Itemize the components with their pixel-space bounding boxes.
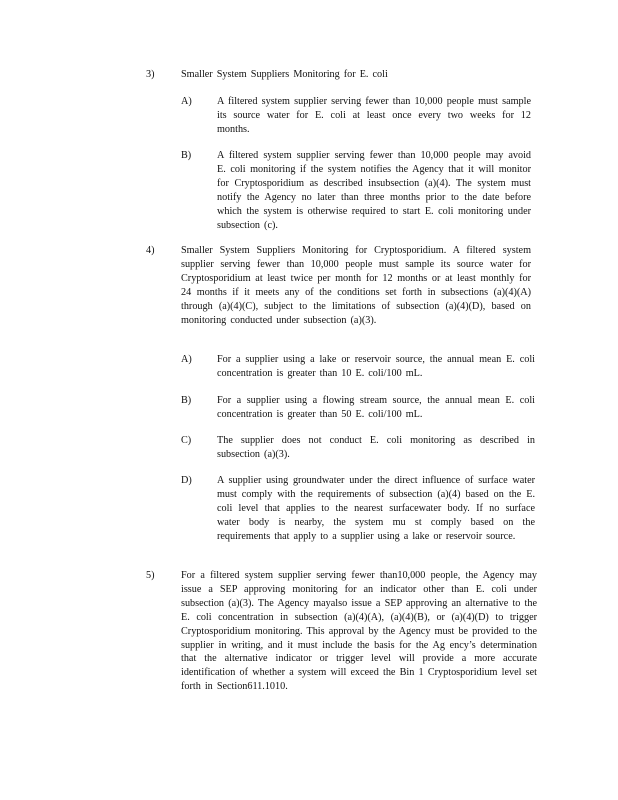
item-4d-text: A supplier using groundwater under the direct influence of surface water must comply with the requirements of subsection (a)(4) based on the E. coli level that applies to the nearest surfacewater body. If no surface water body is nearby, the system mu st comply based on the requirements that apply to a supplier using a lake or reservoir source. xyxy=(217,475,535,542)
item-3-number: 3) xyxy=(146,69,155,80)
item-4c-number: C) xyxy=(181,435,192,446)
item-3b-number: B) xyxy=(181,150,192,161)
item-4c-text: The supplier does not conduct E. coli monitoring as described in subsection (a)(3). xyxy=(217,435,535,460)
item-3-heading: Smaller System Suppliers Monitoring for E. coli xyxy=(181,69,388,80)
item-3a-text: A filtered system supplier serving fewer than 10,000 people must sample its source water for E. coli at least once every two weeks for 12 months. xyxy=(217,96,531,135)
item-3b-text: A filtered system supplier serving fewer than 10,000 people may avoid E. coli monitoring if the system notifies the Agency that it will monitor for Cryptosporidium as described insubsection (a)(4). The system must notify the Agency no later than three months prior to the date before which the system is otherwise required to start E. coli monitoring under subsection (c). xyxy=(217,150,531,231)
item-4b-text: For a supplier using a flowing stream source, the annual mean E. coli concentration is greater than 50 E. coli/100 mL. xyxy=(217,395,535,420)
item-5-number: 5) xyxy=(146,570,155,581)
item-4b-number: B) xyxy=(181,395,192,406)
item-4d-number: D) xyxy=(181,475,192,486)
item-4a-text: For a supplier using a lake or reservoir source, the annual mean E. coli concentration is greater than 10 E. coli/100 mL. xyxy=(217,354,535,379)
item-4-text: Smaller System Suppliers Monitoring for Cryptosporidium. A filtered system supplier serving fewer than 10,000 people must sample its source water for Cryptosporidium at least twice per month for 12 months or at least monthly for 24 months if it meets any of the conditions set forth in subsections (a)(4)(A) through (a)(4)(C), subject to the limitations of subsection (a)(4)(D), based on monitoring conducted under subsection (a)(3). xyxy=(181,245,531,326)
item-4a-number: A) xyxy=(181,354,192,365)
item-4-number: 4) xyxy=(146,245,155,256)
item-5-text: For a filtered system supplier serving fewer than10,000 people, the Agency may issue a SEP approving monitoring for an indicator other than E. coli under subsection (a)(3). The Agency mayalso issue a SEP approving an alternative to the E. coli concentration in subsection (a)(4)(A), (a)(4)(B), or (a)(4)(D) to trigger Cryptosporidium monitoring. This approval by the Agency must be provided to the supplier in writing, and it must include the basis for the Ag ency’s determination that the alternative indicator or trigger level will provide a more accurate identification of whether a system will exceed the Bin 1 Cryptosporidium level set forth in Section611.1010. xyxy=(181,570,537,693)
item-3a-number: A) xyxy=(181,96,192,107)
